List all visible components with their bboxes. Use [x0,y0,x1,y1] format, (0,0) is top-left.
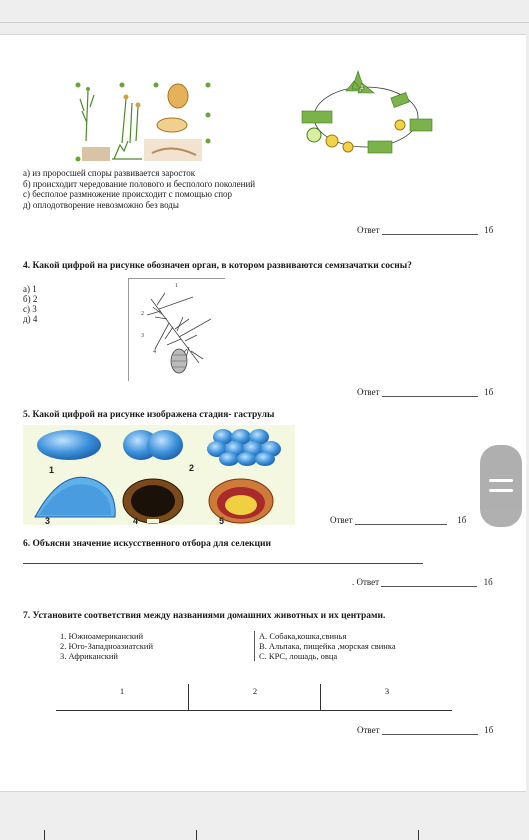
pine-branch-figure [129,279,225,381]
score-4: 1б [484,387,494,397]
pine-label-3: 3 [141,333,144,339]
q7-col-3[interactable]: 3 [320,684,453,710]
stage-label-3: 3 [45,516,51,525]
score-3: 1б [484,225,494,235]
q7-right-b: В. Альпака, пищейка ,морская свинка [259,641,396,651]
pine-label-4: 4 [153,349,156,355]
q4-option-d[interactable]: д) 4 [23,314,38,324]
prev-answer-c: с) бесполое размножение происходит с помощью спор [23,189,233,199]
q4-option-a[interactable]: а) 1 [23,284,37,294]
pine-figure-frame [128,278,225,381]
worksheet-page [0,34,526,792]
stage-label-4: 4 [133,516,139,525]
prev-answer-b: б) происходит чередование полового и бесполого поколений [23,178,256,189]
q4-option-c[interactable]: с) 3 [23,304,37,314]
q4-option-b[interactable]: б) 2 [23,294,38,304]
q7-answer-grid [56,684,452,711]
q7-right-a: А. Собака,кошка,свинья [259,631,347,641]
score-5: 1б [457,515,467,525]
question-7-text: 7. Установите соответствия между названиями домашних животных и их центрами. [23,611,386,621]
q7-match-table [56,631,452,661]
prev-answer-d: д) оплодотворение невозможно без воды [23,199,179,210]
stage-label-5: 5 [219,516,225,525]
q7-left-2: 2. Юго-Западноазиатский [60,641,154,651]
question-6-text: 6. Объясни значение искусственного отбора для селекции [23,539,271,549]
pine-label-1: 1 [175,283,178,289]
embryo-stages-figure [23,425,295,525]
handle-grip-line-1 [489,479,513,482]
score-6: 1б [483,577,493,587]
question-5-text: 5. Какой цифрой на рисунке изображена стадия- гаструлы [23,410,275,420]
answer-field-6[interactable] [381,586,477,587]
score-7: 1б [484,725,494,735]
answer-label-4: Ответ [357,387,380,397]
next-page-mark-2 [196,830,197,840]
q7-left-1: 1. Южноамериканский [60,631,144,641]
answer-label-5: Ответ [330,515,353,525]
q7-right-c: С. КРС, лошадь, овца [259,651,338,661]
stage-label-2: 2 [189,463,195,473]
fern-lifecycle-figure [292,67,440,157]
moss-lifecycle-figure [72,81,212,163]
stage-label-1: 1 [49,465,55,475]
next-page-mark-3 [418,830,419,840]
answer-field-3[interactable] [382,234,478,235]
answer-label-3: Ответ [357,225,380,235]
answer-label-6: . Ответ [352,577,380,587]
q7-left-3: 3. Африканский [60,651,118,661]
answer-label-7: Ответ [357,725,380,735]
scroll-handle[interactable] [480,445,522,527]
prev-answer-a: а) из проросшей споры развивается заросток [23,168,196,178]
answer-field-5[interactable] [355,524,447,525]
next-page-mark-1 [44,830,45,840]
next-page-strip [0,828,529,840]
pine-label-2: 2 [141,311,144,317]
question-4-text: 4. Какой цифрой на рисунке обозначен орган, в котором развиваются семязачатки сосны? [23,261,412,271]
top-divider [0,22,529,23]
q7-col-1[interactable]: 1 [119,686,125,696]
handle-grip-line-2 [489,489,513,492]
q6-answer-line[interactable] [23,563,423,564]
answer-field-7[interactable] [382,734,478,735]
q7-col-2[interactable]: 2 [188,684,321,710]
answer-field-4[interactable] [382,396,478,397]
